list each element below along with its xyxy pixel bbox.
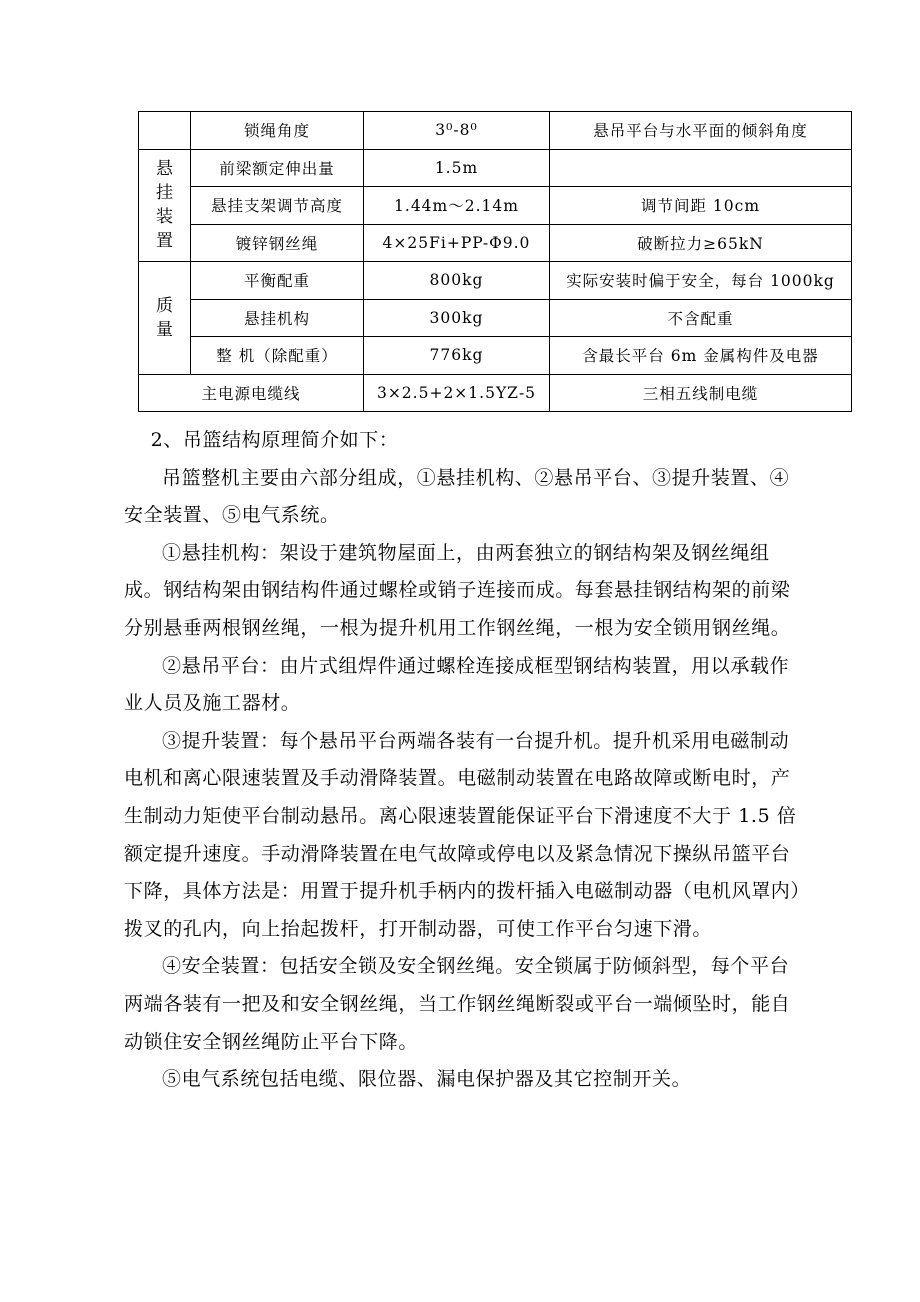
paragraph-safety: ④安全装置：包括安全锁及安全钢丝绳。安全锁属于防倾斜型，每个平台两端各装有一把及和安全钢丝绳，当工作钢丝绳断裂或平台一端倾坠时，能自动锁住安全钢丝绳防止平台下降。	[124, 955, 791, 1053]
value-cell: 4×25Fi+PP-Φ9.0	[364, 224, 550, 262]
item-cell: 镀锌钢丝绳	[191, 224, 364, 262]
table-row	[139, 112, 852, 150]
value-cell: 1.5m	[364, 149, 550, 187]
group-cell-suspension: 悬 挂 装 置	[139, 149, 191, 262]
value-cell: 1.44m～2.14m	[364, 187, 550, 225]
value-cell: 800kg	[364, 262, 550, 300]
table-row	[139, 224, 852, 262]
paragraph-electrical: ⑤电气系统包括电缆、限位器、漏电保护器及其它控制开关。	[162, 1068, 692, 1091]
paragraph-overview: 吊篮整机主要由六部分组成，①悬挂机构、②悬吊平台、③提升装置、④安全装置、⑤电气系统。	[124, 466, 790, 527]
document-body	[124, 422, 804, 1099]
paragraph-platform: ②悬吊平台：由片式组焊件通过螺栓连接成框型钢结构装置，用以承载作业人员及施工器材。	[124, 654, 790, 715]
note-cell: 调节间距 10cm	[550, 187, 852, 225]
table-row	[139, 337, 852, 375]
table-row	[139, 187, 852, 225]
value-cell: 3×2.5+2×1.5YZ-5	[364, 374, 550, 412]
table-row	[139, 262, 852, 300]
note-cell: 悬吊平台与水平面的倾斜角度	[550, 112, 852, 150]
group-cell-empty	[139, 112, 191, 150]
section-heading: 2、吊篮结构原理简介如下：	[150, 429, 399, 451]
paragraph-suspension: ①悬挂机构：架设于建筑物屋面上，由两套独立的钢结构架及钢丝绳组成。钢结构架由钢结构件通过螺栓或销子连接而成。每套悬挂钢结构架的前梁分别悬垂两根钢丝绳，一根为提升机用工作钢丝绳，一根为安全锁用钢丝绳。	[124, 541, 791, 639]
item-cell: 整 机（除配重）	[191, 337, 364, 375]
table-row	[139, 299, 852, 337]
group-cell-mass: 质 量	[139, 262, 191, 375]
value-cell: 776kg	[364, 337, 550, 375]
table-row	[139, 374, 852, 412]
item-cell: 锁绳角度	[191, 112, 364, 150]
item-cell: 主电源电缆线	[139, 374, 364, 412]
table-row	[139, 149, 852, 187]
note-cell: 含最长平台 6m 金属构件及电器	[550, 337, 852, 375]
note-cell	[550, 149, 852, 187]
spec-table	[138, 111, 852, 412]
note-cell: 不含配重	[550, 299, 852, 337]
item-cell: 平衡配重	[191, 262, 364, 300]
note-cell: 破断拉力≥65kN	[550, 224, 852, 262]
paragraph-hoist: ③提升装置：每个悬吊平台两端各装有一台提升机。提升机采用电磁制动电机和离心限速装置及手动滑降装置。电磁制动装置在电路故障或断电时，产生制动力矩使平台制动悬吊。离心限速装置能保证平台下滑速度不大于 1.5 倍额定提升速度。手动滑降装置在电气故障或停电以及紧急情况下操纵吊篮平台下降，具体方法是：用置于提升机手柄内的拨杆插入电磁制动器（电机风罩内）拨叉的孔内，向上抬起拨杆，打开制动器，可使工作平台匀速下滑。	[124, 729, 801, 940]
value-cell: 3⁰-8⁰	[364, 112, 550, 150]
item-cell: 悬挂支架调节高度	[191, 187, 364, 225]
item-cell: 悬挂机构	[191, 299, 364, 337]
note-cell: 实际安装时偏于安全，每台 1000kg	[550, 262, 852, 300]
note-cell: 三相五线制电缆	[550, 374, 852, 412]
value-cell: 300kg	[364, 299, 550, 337]
item-cell: 前梁额定伸出量	[191, 149, 364, 187]
